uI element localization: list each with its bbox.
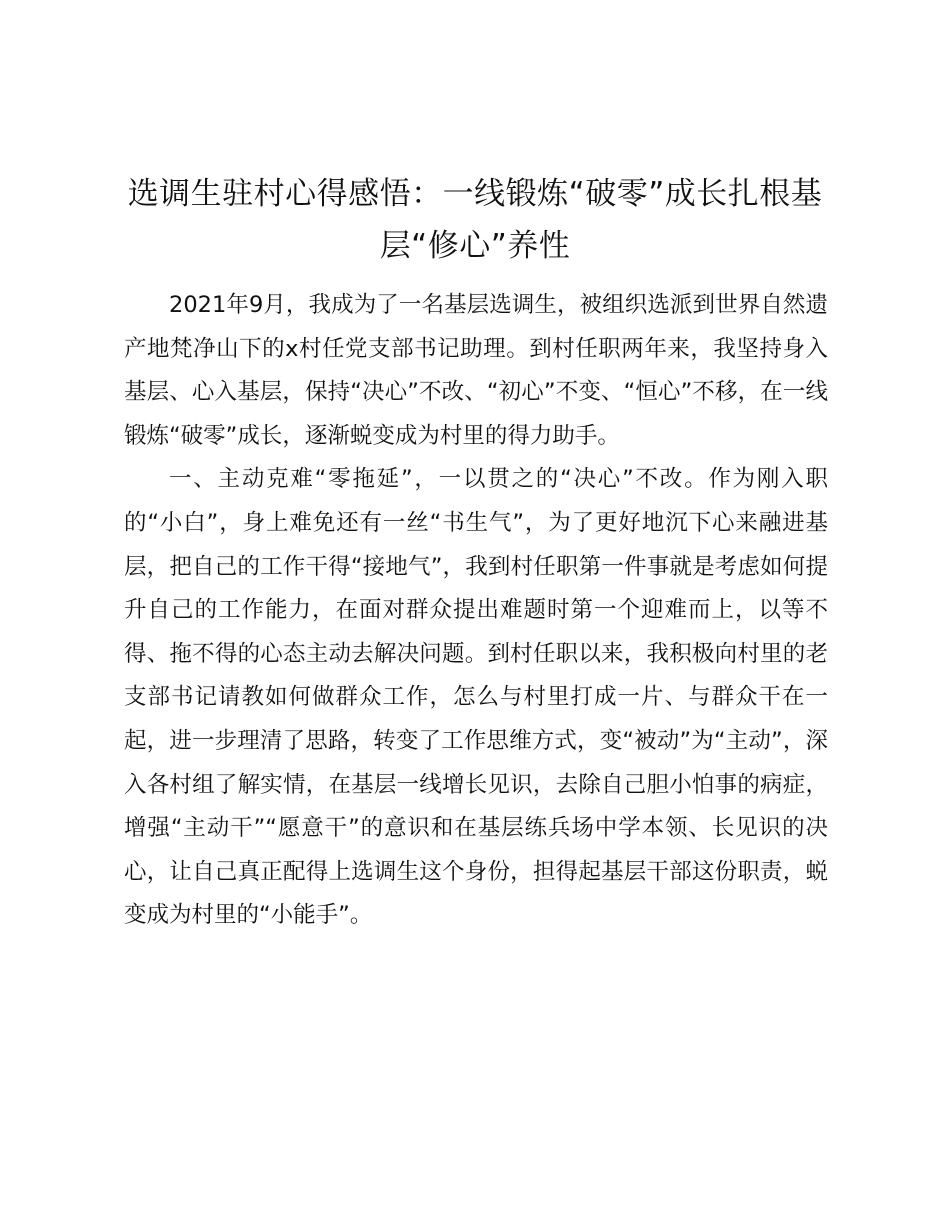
document-body xyxy=(124,284,828,938)
paragraph-section-one: 一、主动克难“零拖延”，一以贯之的“决心”不改。作为刚入职的“小白”，身上难免还有一丝“书生气”，为了更好地沉下心来融进基层，把自己的工作干得“接地气”，我到村任职第一件事就是考虑如何提升自己的工作能力，在面对群众提出难题时第一个迎难而上，以等不得、拖不得的心态主动去解决问题。到村任职以来，我积极向村里的老支部书记请教如何做群众工作，怎么与村里打成一片、与群众干在一起，进一步理清了思路，转变了工作思维方式，变“被动”为“主动”，深入各村组了解实情，在基层一线增长见识，去除自己胆小怕事的病症，增强“主动干”“愿意干”的意识和在基层练兵场中学本领、长见识的决心，让自己真正配得上选调生这个身份，担得起基层干部这份职责，蜕变成为村里的“小能手”。 xyxy=(124,466,828,929)
paragraph-intro: 2021年9月，我成为了一名基层选调生，被组织选派到世界自然遗产地梵净山下的x村任党支部书记助理。到村任职两年来，我坚持身入基层、心入基层，保持“决心”不改、“初心”不变、“恒心”不移，在一线锻炼“破零”成长，逐渐蜕变成为村里的得力助手。 xyxy=(124,292,828,449)
document-title: 选调生驻村心得感悟：一线锻炼“破零”成长扎根基层“修心”养性 xyxy=(127,176,823,264)
